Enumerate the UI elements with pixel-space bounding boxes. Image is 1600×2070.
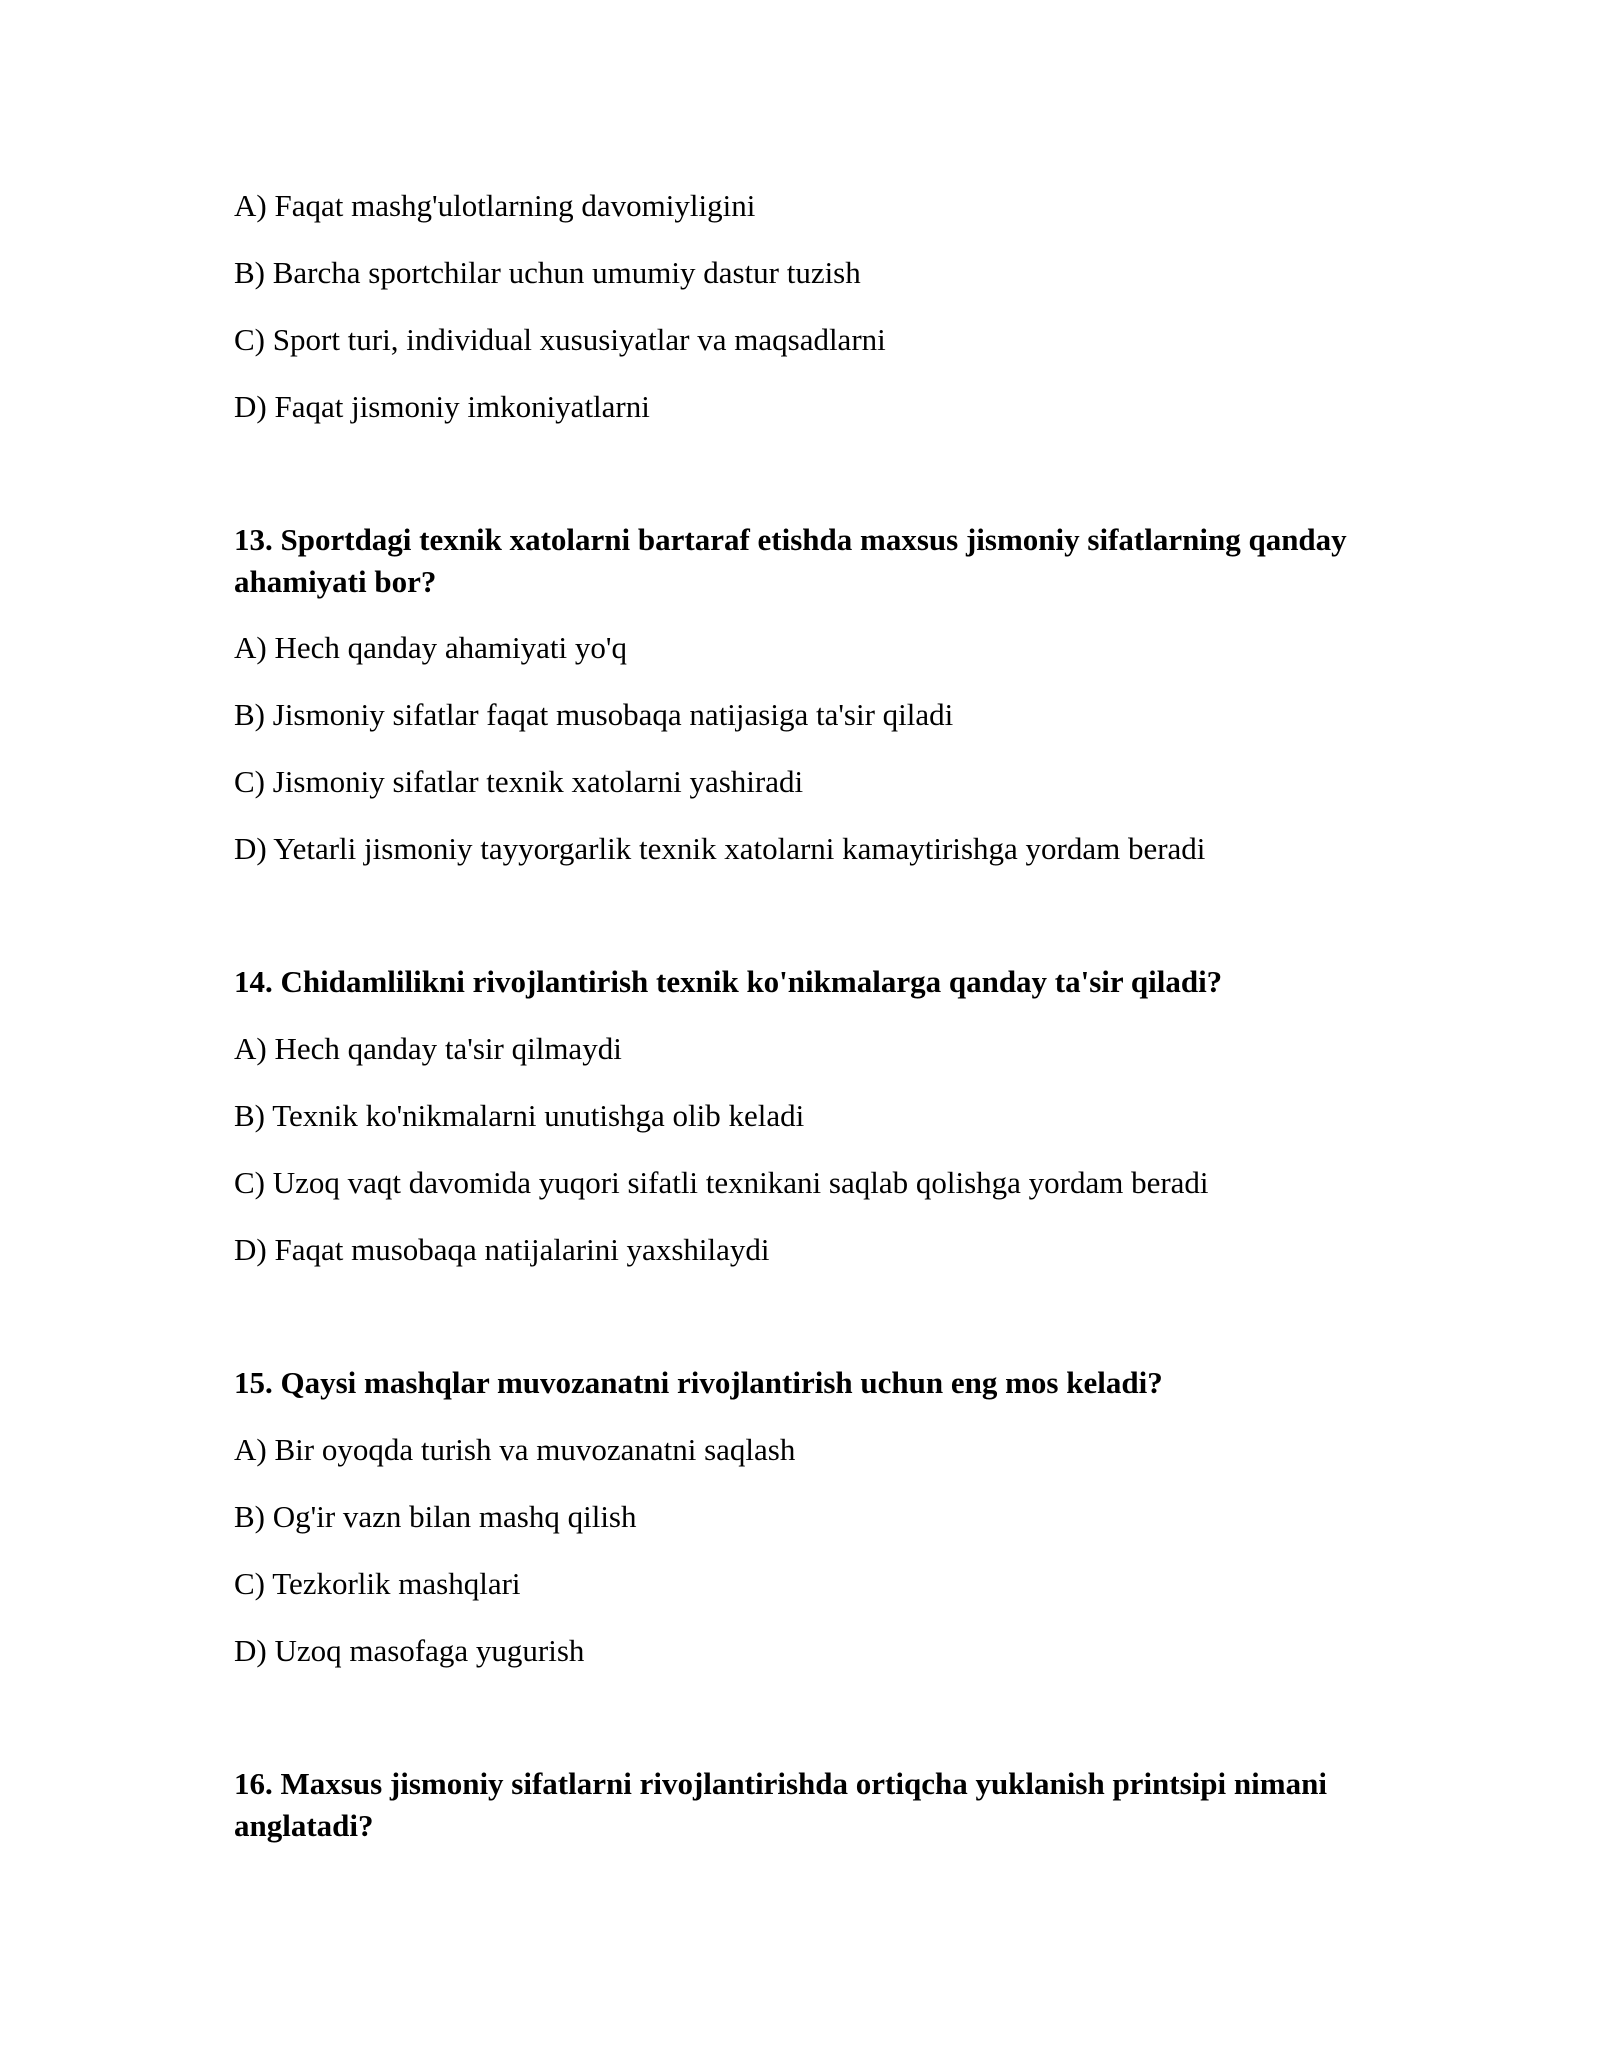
answer-option: A) Bir oyoqda turish va muvozanatni saqlash: [234, 1432, 796, 1467]
answer-option: C) Uzoq vaqt davomida yuqori sifatli texnikani saqlab qolishga yordam beradi: [234, 1165, 1209, 1200]
answer-option: A) Hech qanday ahamiyati yo'q: [234, 630, 627, 665]
answer-option: B) Barcha sportchilar uchun umumiy dastur tuzish: [234, 255, 861, 290]
answer-option: D) Uzoq masofaga yugurish: [234, 1633, 585, 1668]
answer-option: B) Texnik ko'nikmalarni unutishga olib keladi: [234, 1098, 805, 1133]
question-16: 16. Maxsus jismoniy sifatlarni rivojlantirishda ortiqcha yuklanish printsipi nimani anglatadi?: [234, 1766, 1327, 1843]
answer-option: C) Jismoniy sifatlar texnik xatolarni yashiradi: [234, 764, 804, 799]
answer-option: C) Tezkorlik mashqlari: [234, 1566, 521, 1601]
answer-option: A) Faqat mashg'ulotlarning davomiyligini: [234, 188, 756, 223]
answer-option: D) Yetarli jismoniy tayyorgarlik texnik xatolarni kamaytirishga yordam beradi: [234, 831, 1206, 866]
answer-option: B) Jismoniy sifatlar faqat musobaqa natijasiga ta'sir qiladi: [234, 697, 954, 732]
question-13: 13. Sportdagi texnik xatolarni bartaraf etishda maxsus jismoniy sifatlarning qanday ahamiyati bor?: [234, 522, 1347, 599]
question-15: 15. Qaysi mashqlar muvozanatni rivojlantirish uchun eng mos keladi?: [234, 1365, 1163, 1400]
answer-option: B) Og'ir vazn bilan mashq qilish: [234, 1499, 637, 1534]
answer-option: A) Hech qanday ta'sir qilmaydi: [234, 1031, 622, 1066]
answer-option: C) Sport turi, individual xususiyatlar va maqsadlarni: [234, 322, 886, 357]
answer-option: D) Faqat musobaqa natijalarini yaxshilaydi: [234, 1232, 770, 1267]
question-14: 14. Chidamlilikni rivojlantirish texnik ko'nikmalarga qanday ta'sir qiladi?: [234, 964, 1223, 999]
answer-option: D) Faqat jismoniy imkoniyatlarni: [234, 389, 650, 424]
